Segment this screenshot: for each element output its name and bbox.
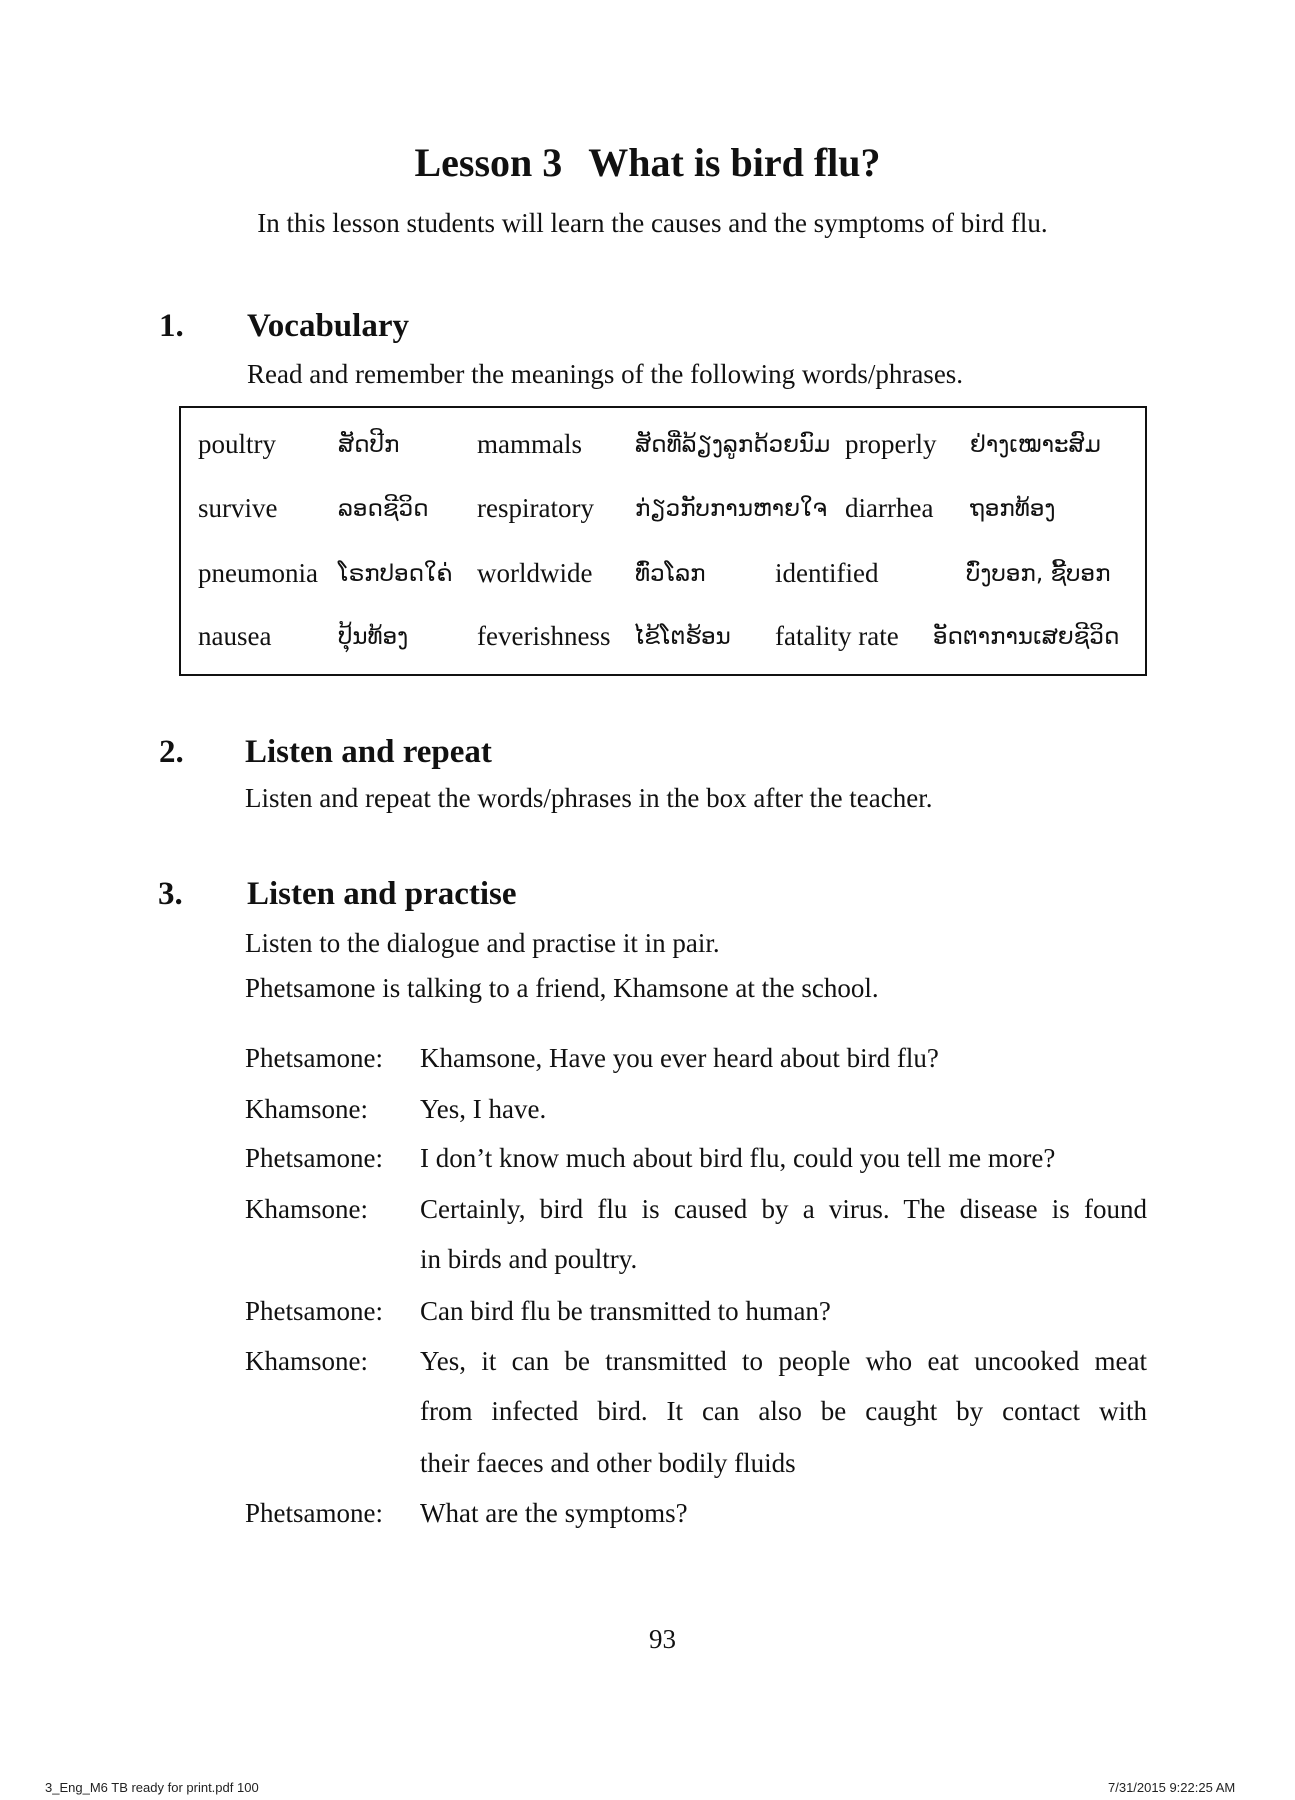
footer-timestamp: 7/31/2015 9:22:25 AM (1108, 1780, 1236, 1795)
lesson-subtitle: In this lesson students will learn the causes and the symptoms of bird flu. (257, 208, 1048, 238)
dialogue-line: Can bird flu be transmitted to human? (420, 1296, 831, 1326)
dialogue-speaker: Phetsamone: (245, 1296, 383, 1326)
section-2-instruction: Listen and repeat the words/phrases in the box after the teacher. (245, 783, 933, 813)
vocab-term: nausea (198, 621, 272, 651)
vocab-translation: ສັດປີກ (338, 432, 400, 458)
section-3-context: Phetsamone is talking to a friend, Khamsone at the school. (245, 973, 879, 1003)
page-number: 93 (649, 1624, 676, 1654)
vocab-translation: ສັດທີ່ລ້ຽງລູກດ້ວຍນົມ (635, 432, 831, 458)
dialogue-speaker: Khamsone: (245, 1094, 368, 1124)
dialogue-line: What are the symptoms? (420, 1498, 688, 1528)
lesson-title: What is bird flu? (588, 140, 881, 185)
dialogue-speaker: Khamsone: (245, 1346, 368, 1376)
footer-file-info: 3_Eng_M6 TB ready for print.pdf 100 (45, 1780, 259, 1795)
vocab-translation: ໂຣກປອດໃຄ່ (338, 561, 453, 587)
dialogue-line: Khamsone, Have you ever heard about bird flu? (420, 1043, 939, 1073)
lesson-label: Lesson 3 (414, 140, 563, 185)
dialogue-line: from infected bird. It can also be caught by contact with (420, 1396, 1147, 1426)
dialogue-line: their faeces and other bodily fluids (420, 1448, 796, 1478)
dialogue-speaker: Phetsamone: (245, 1498, 383, 1528)
section-3-number: 3. (158, 876, 183, 912)
dialogue-line: Yes, I have. (420, 1094, 547, 1124)
vocab-translation: ອັດຕາການເສຍຊີວິດ (933, 624, 1120, 650)
dialogue-speaker: Phetsamone: (245, 1043, 383, 1073)
page-title (0, 139, 1295, 187)
section-1-heading: Vocabulary (247, 308, 409, 344)
vocab-translation: ບົ່ງບອກ, ຊີ້ບອກ (966, 561, 1111, 587)
vocab-term: feverishness (477, 621, 611, 651)
vocab-translation: ໄຂ້ໂຕຮ້ອນ (633, 624, 731, 650)
dialogue-speaker: Phetsamone: (245, 1143, 383, 1173)
vocab-translation: ຢ່າງເໝາະສົມ (970, 432, 1101, 458)
section-3-instruction: Listen to the dialogue and practise it in pair. (245, 928, 720, 958)
dialogue-line: Certainly, bird flu is caused by a virus. The disease is found (420, 1194, 1147, 1224)
section-1-instruction: Read and remember the meanings of the following words/phrases. (247, 359, 964, 389)
vocab-term: diarrhea (845, 493, 934, 523)
vocab-term: mammals (477, 429, 582, 459)
vocab-translation: ກ່ຽວກັບການຫາຍໃຈ (635, 496, 828, 522)
vocab-term: survive (198, 493, 278, 523)
vocab-translation: ຖອກທ້ອງ (970, 496, 1056, 522)
vocab-term: pneumonia (198, 558, 318, 588)
vocab-term: respiratory (477, 493, 594, 523)
vocab-term: worldwide (477, 558, 593, 588)
dialogue-line: Yes, it can be transmitted to people who eat uncooked meat (420, 1346, 1147, 1376)
vocab-term: identified (775, 558, 879, 588)
section-2-heading: Listen and repeat (245, 734, 492, 770)
vocab-term: properly (845, 429, 937, 459)
vocab-term: poultry (198, 429, 276, 459)
vocab-translation: ປຸ້ນທ້ອງ (338, 624, 409, 650)
section-1-number: 1. (159, 308, 184, 344)
vocab-term: fatality rate (775, 621, 899, 651)
section-3-heading: Listen and practise (247, 876, 517, 912)
dialogue-speaker: Khamsone: (245, 1194, 368, 1224)
dialogue-line: I don’t know much about bird flu, could you tell me more? (420, 1143, 1056, 1173)
vocab-translation: ທົ່ວໂລກ (635, 561, 706, 587)
vocab-translation: ລອດຊີວິດ (338, 496, 429, 522)
dialogue-line: in birds and poultry. (420, 1244, 638, 1274)
section-2-number: 2. (159, 734, 184, 770)
